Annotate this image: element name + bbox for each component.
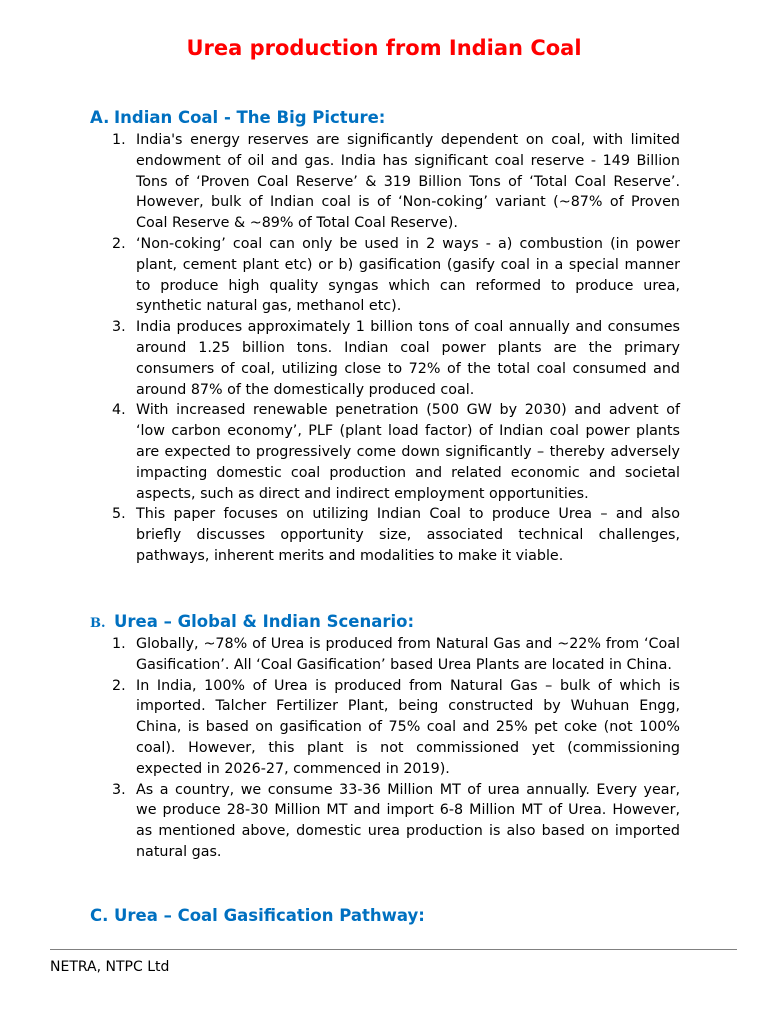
item-text: This paper focuses on utilizing Indian Coal to produce Urea – and also briefly discusses opportunity size, associated technical challenges, pathways, inherent merits and modalities to make it viable. <box>136 506 680 564</box>
item-text: With increased renewable penetration (500 GW by 2030) and advent of ‘low carbon economy’, PLF (plant load factor) of Indian coal power plants are expected to progressively come down significantly – thereby adversely impacting domestic coal production and related economic and societal aspects, such as direct and indirect employment opportunities. <box>136 402 680 502</box>
item-text: ‘Non-coking’ coal can only be used in 2 ways - a) combustion (in power plant, cement plant etc) or b) gasification (gasify coal in a special manner to produce high quality syngas which can reformed to produce urea, synthetic natural gas, methanol etc). <box>136 235 680 315</box>
list-item <box>90 676 680 780</box>
list-item <box>90 634 680 676</box>
page-title: Urea production from Indian Coal <box>186 36 582 60</box>
item-number: 2. <box>112 677 126 694</box>
section-title: Urea – Global & Indian Scenario: <box>114 612 415 631</box>
footer-text: NETRA, NTPC Ltd <box>50 959 170 975</box>
section-list <box>90 634 680 863</box>
item-text: Globally, ~78% of Urea is produced from Natural Gas and ~22% from ‘Coal Gasification’. All ‘Coal Gasification’ based Urea Plants are located in China. <box>136 636 680 673</box>
list-item <box>90 400 680 504</box>
list-item <box>90 234 680 317</box>
item-number: 4. <box>112 402 126 419</box>
item-number: 3. <box>112 781 126 798</box>
item-text: In India, 100% of Urea is produced from Natural Gas – bulk of which is imported. Talcher Fertilizer Plant, being constructed by Wuhuan Engg, China, is based on gasification of 75% coal and 25% pet coke (not 100% coal). However, this plant is not commissioned yet (commissioning expected in 2026-27, commenced in 2019). <box>136 677 680 777</box>
section-list <box>90 130 680 567</box>
section-heading <box>90 108 680 130</box>
section-letter: C. <box>90 906 109 925</box>
item-number: 2. <box>112 235 126 252</box>
footer-divider <box>50 949 737 950</box>
section-c <box>90 906 680 928</box>
item-number: 1. <box>112 636 126 652</box>
section-b <box>90 612 680 863</box>
item-number: 3. <box>112 319 126 336</box>
section-letter: B. <box>90 616 106 631</box>
item-number: 1. <box>112 132 126 148</box>
section-letter: A. <box>90 108 110 127</box>
list-item <box>90 130 680 234</box>
item-text: As a country, we consume 33-36 Million MT of urea annually. Every year, we produce 28-30 Million MT and import 6-8 Million MT of Urea. However, as mentioned above, domestic urea production is also based on imported natural gas. <box>136 781 680 860</box>
section-heading <box>90 612 680 634</box>
section-a <box>90 108 680 567</box>
item-number: 5. <box>112 506 126 523</box>
item-text: India's energy reserves are significantly dependent on coal, with limited endowment of oil and gas. India has significant coal reserve - 149 Billion Tons of ‘Proven Coal Reserve’ & 319 Billion Tons of ‘Total Coal Reserve’. However, bulk of Indian coal is of ‘Non-coking’ variant (~87% of Proven Coal Reserve & ~89% of Total Coal Reserve). <box>136 132 680 232</box>
section-heading <box>90 906 680 928</box>
item-text: India produces approximately 1 billion tons of coal annually and consumes around 1.25 billion tons. Indian coal power plants are the primary consumers of coal, utilizing close to 72% of the total coal consumed and around 87% of the domestically produced coal. <box>136 319 680 398</box>
list-item <box>90 504 680 566</box>
section-title: Urea – Coal Gasification Pathway: <box>114 906 425 925</box>
section-title: Indian Coal - The Big Picture: <box>114 108 386 127</box>
list-item <box>90 780 680 863</box>
list-item <box>90 317 680 400</box>
